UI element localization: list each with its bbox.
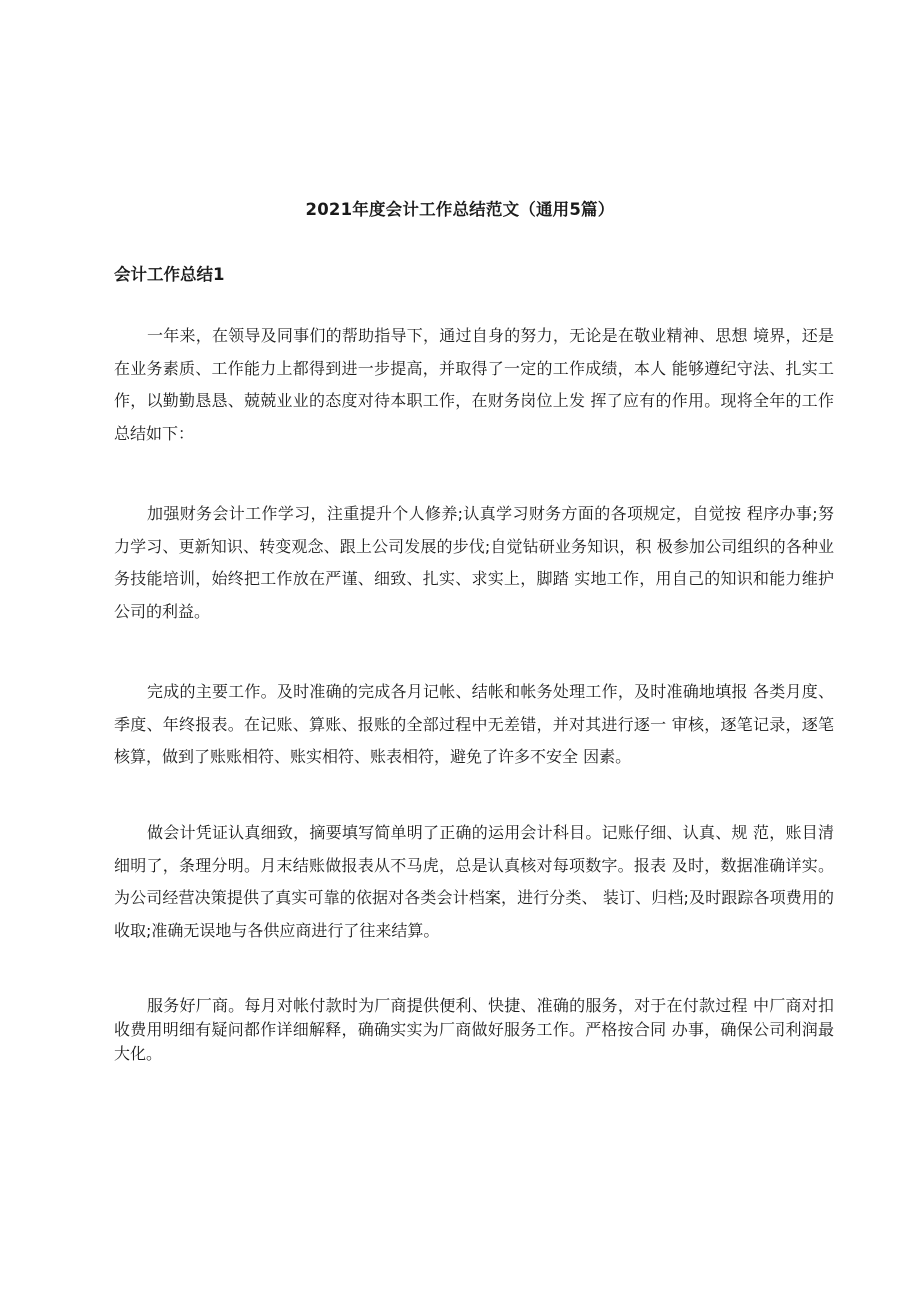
paragraph-1: 一年来，在领导及同事们的帮助指导下，通过自身的努力，无论是在敬业精神、思想 境界，还是在业务素质、工作能力上都得到进一步提高，并取得了一定的工作成绩，本人 能够遵纪守法、扎实工作，以勤勤恳恳、兢兢业业的态度对待本职工作，在财务岗位上发 挥了应有的作用。现将全年的工作总结如下： (114, 326, 834, 443)
paragraph-4: 做会计凭证认真细致，摘要填写简单明了正确的运用会计科目。记账仔细、认真、规 范，账目清细明了，条理分明。月末结账做报表从不马虎，总是认真核对每项数字。报表 及时，数据准确详实。为公司经营决策提供了真实可靠的依据对各类会计档案，进行分类、 装订、归档;及时跟踪各项费用的收取;准确无误地与各供应商进行了往来结算。 (114, 823, 834, 940)
paragraph-5: 服务好厂商。每月对帐付款时为厂商提供便利、快捷、准确的服务，对于在付款过程 中厂商对扣收费用明细有疑问都作详细解释，确确实实为厂商做好服务工作。严格按合同 办事，确保公司利润最大化。 (114, 996, 834, 1063)
document-title: 2021年度会计工作总结范文（通用5篇） (305, 200, 615, 219)
section-heading: 会计工作总结1 (114, 265, 225, 284)
paragraph-2: 加强财务会计工作学习，注重提升个人修养;认真学习财务方面的各项规定，自觉按 程序办事;努力学习、更新知识、转变观念、跟上公司发展的步伐;自觉钻研业务知识，积 极参加公司组织的各种业务技能培训，始终把工作放在严谨、细致、扎实、求实上，脚踏 实地工作，用自己的知识和能力维护公司的利益。 (114, 504, 834, 621)
paragraph-3: 完成的主要工作。及时准确的完成各月记帐、结帐和帐务处理工作，及时准确地填报 各类月度、季度、年终报表。在记账、算账、报账的全部过程中无差错，并对其进行逐一 审核，逐笔记录，逐笔核算，做到了账账相符、账实相符、账表相符，避免了许多不安全 因素。 (114, 682, 834, 766)
